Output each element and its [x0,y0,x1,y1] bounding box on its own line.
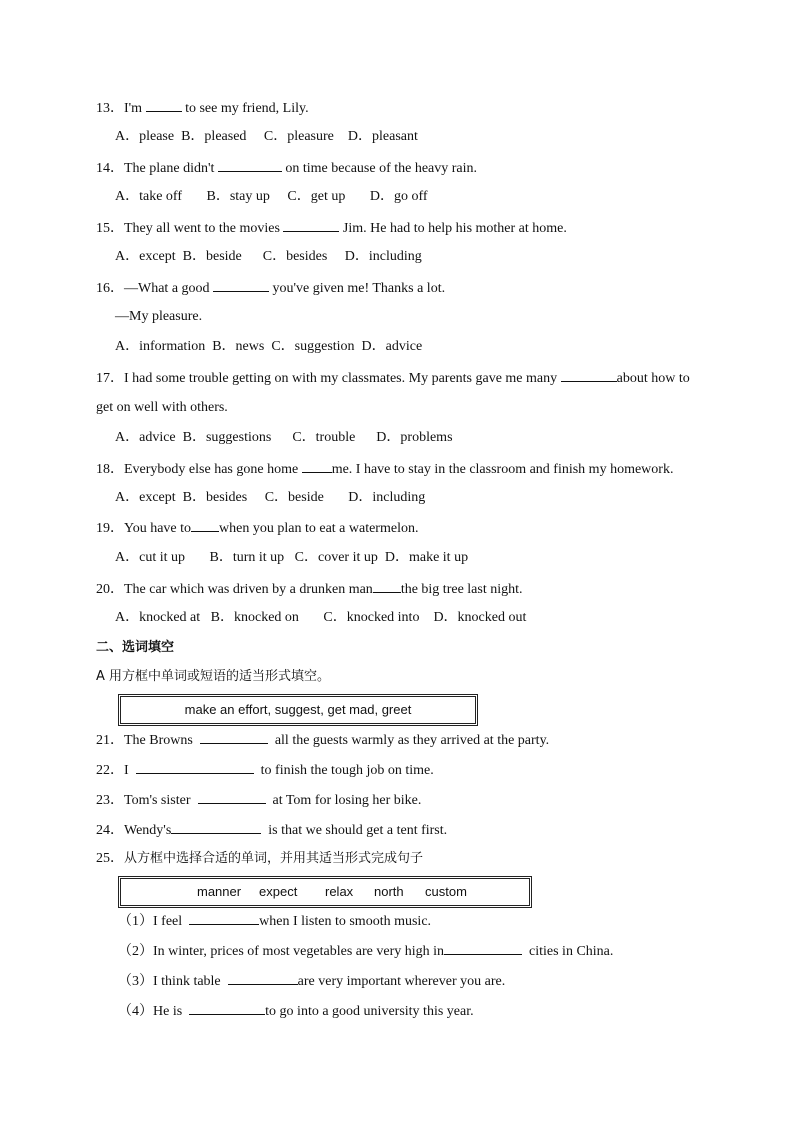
question-text: The car which was driven by a drunken man [124,582,373,597]
sub-question-4 [118,1001,474,1021]
question-14 [96,158,477,178]
question-number: 17． [96,371,124,386]
question-text: to see my friend, Lily. [181,101,309,116]
question-text: is that we should get a tent first. [261,823,448,838]
question-text: to finish the tough job on time. [253,763,434,778]
answer-blank[interactable] [146,98,182,112]
word-box-a: make an effort, suggest, get mad, greet [118,694,478,726]
answer-blank[interactable] [189,1001,265,1015]
options-18: A．except B．besides C．beside D．including [115,490,426,505]
answer-blank[interactable] [373,579,401,593]
question-19 [96,518,418,538]
question-text: when you plan to eat a watermelon. [219,521,419,536]
sub-number: （3） [118,974,153,989]
question-text: —What a good [124,281,214,296]
question-text: all the guests warmly as they arrived at the party. [267,733,550,748]
answer-blank[interactable] [561,368,617,382]
part-a-instruction: A 用方框中单词或短语的适当形式填空。 [96,669,331,684]
options-13: A．please B．pleased C．pleasure D．pleasant [115,129,418,144]
question-18 [96,459,673,479]
reply-16: —My pleasure. [115,309,203,324]
sub-question-2 [118,941,613,961]
question-number: 25． [96,851,124,866]
answer-blank[interactable] [213,278,269,292]
options-16: A．information B．news C．suggestion D．advice [115,339,423,354]
question-22 [96,760,434,780]
word-box-b [118,876,532,908]
question-24 [96,820,447,840]
question-text: The Browns [124,733,200,748]
question-text: cities in China. [522,944,614,959]
sub-question-3 [118,971,505,991]
question-text: You have to [124,521,192,536]
options-14: A．take off B．stay up C．get up D．go off [115,189,428,204]
question-number: 23． [96,793,124,808]
answer-blank[interactable] [283,218,339,232]
answer-blank[interactable] [228,971,298,985]
sub-number: （2） [118,944,153,959]
box-word: manner [197,884,242,899]
sub-number: （1） [118,914,153,929]
box-word: custom [425,884,467,899]
options-15: A．except B．beside C．besides D．including [115,249,422,264]
question-number: 24． [96,823,124,838]
question-number: 15． [96,221,124,236]
question-text: to go into a good university this year. [265,1004,474,1019]
question-text: when I listen to smooth music. [259,914,432,929]
question-13 [96,98,309,118]
question-text: Jim. He had to help his mother at home. [339,221,567,236]
question-number: 20． [96,582,124,597]
question-17 [96,368,690,388]
question-17-continued: get on well with others. [96,400,228,415]
answer-blank[interactable] [191,518,219,532]
question-text: on time because of the heavy rain. [281,161,478,176]
box-word: relax [325,884,354,899]
answer-blank[interactable] [302,459,332,473]
answer-blank[interactable] [198,790,266,804]
question-text: the big tree last night. [400,582,523,597]
question-text: The plane didn't [124,161,218,176]
question-20 [96,579,523,599]
options-20: A．knocked at B．knocked on C．knocked into D．knocked out [115,610,527,625]
sub-question-1 [118,911,431,931]
question-number: 16． [96,281,124,296]
question-number: 18． [96,462,124,477]
question-text: I had some trouble getting on with my classmates. My parents gave me many [124,371,561,386]
sub-number: （4） [118,1004,153,1019]
question-text: about how to [616,371,690,386]
answer-blank[interactable] [444,941,522,955]
question-text: you've given me! Thanks a lot. [269,281,446,296]
question-text: Tom's sister [124,793,198,808]
question-text: me. I have to stay in the classroom and finish my homework. [331,462,674,477]
answer-blank[interactable] [189,911,259,925]
question-number: 22． [96,763,124,778]
question-text: In winter, prices of most vegetables are very high in [153,944,445,959]
question-text: I think table [153,974,228,989]
answer-blank[interactable] [200,730,268,744]
question-text: are very important wherever you are. [297,974,506,989]
question-text: They all went to the movies [124,221,284,236]
question-25 [96,850,423,868]
question-number: 14． [96,161,124,176]
question-text: at Tom for losing her bike. [265,793,422,808]
box-word: north [374,884,404,899]
question-21 [96,730,549,750]
section-title: 二、选词填空 [96,640,175,655]
question-text: Everybody else has gone home [124,462,302,477]
options-19: A．cut it up B．turn it up C．cover it up D．make it up [115,550,469,565]
question-text: Wendy's [124,823,172,838]
question-text: He is [153,1004,190,1019]
question-number: 19． [96,521,124,536]
question-16 [96,278,445,298]
box-word: expect [259,884,298,899]
answer-blank[interactable] [218,158,282,172]
answer-blank[interactable] [136,760,254,774]
options-17: A．advice B．suggestions C．trouble D．problems [115,430,453,445]
question-15 [96,218,567,238]
answer-blank[interactable] [171,820,261,834]
question-text: 从方框中选择合适的单词，并用其适当形式完成句子 [124,851,424,866]
question-23 [96,790,421,810]
question-text: I [124,763,136,778]
question-number: 13． [96,101,124,116]
question-text: I feel [153,914,190,929]
question-number: 21． [96,733,124,748]
question-text: I'm [124,101,146,116]
